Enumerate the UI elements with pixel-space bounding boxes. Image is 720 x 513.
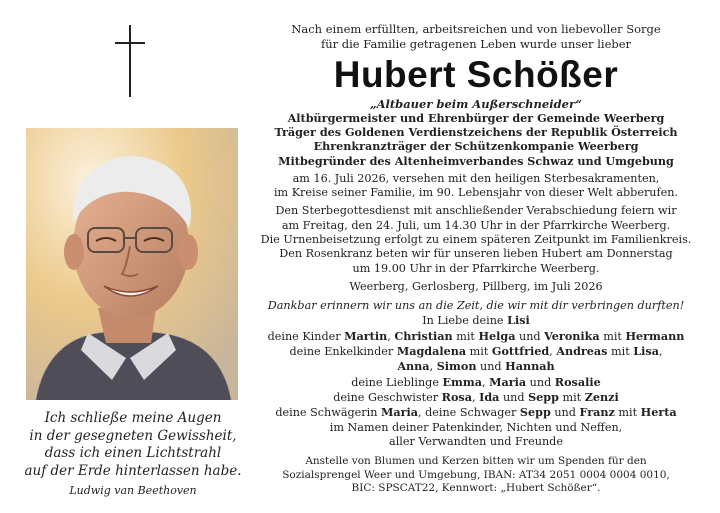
funeral-line: um 19.00 Uhr in der Pfarrkirche Weerberg. bbox=[352, 261, 600, 275]
quote-line: in der gesegneten Gewissheit, bbox=[29, 427, 237, 444]
death-line: im Kreise seiner Familie, im 90. Lebensjahr von dieser Welt abberufen. bbox=[273, 186, 679, 200]
family-inlaws-line: deine Schwägerin Maria, deine Schwager Sepp und Franz mit Herta bbox=[275, 405, 677, 420]
family-siblings-line: deine Geschwister Rosa, Ida und Sepp mit Zenzi bbox=[333, 389, 619, 404]
funeral-line: Den Rosenkranz beten wir für unseren lieben Hubert am Donnerstag bbox=[279, 247, 673, 261]
funeral-info bbox=[252, 204, 700, 275]
quote-line: auf der Erde hinterlassen habe. bbox=[24, 462, 242, 479]
title-line: Träger des Goldenen Verdienstzeichens der Republik Österreich bbox=[274, 125, 678, 140]
title-line: Mitbegründer des Altenheimverbandes Schwaz und Umgebung bbox=[278, 153, 674, 168]
intro-line: Nach einem erfüllten, arbeitsreichen und von liebevoller Sorge bbox=[291, 22, 661, 36]
donation-line: BIC: SPSCAT22, Kennwort: „Hubert Schößer“. bbox=[351, 482, 601, 495]
gratitude-line: Dankbar erinnern wir uns an die Zeit, die wir mit dir verbringen durften! bbox=[267, 299, 685, 313]
family-favorites-line: deine Lieblinge Emma, Maria und Rosalie bbox=[351, 374, 601, 389]
deceased-name: Hubert Schößer bbox=[333, 54, 619, 95]
donation-line: Anstelle von Blumen und Kerzen bitten wir um Spenden für den bbox=[305, 455, 647, 468]
donation-note bbox=[252, 455, 700, 496]
family-grandchildren-line: deine Enkelkinder Magdalena mit Gottfried, Andreas mit Lisa, bbox=[289, 344, 663, 359]
funeral-line: Die Urnenbeisetzung erfolgt zu einem späteren Zeitpunkt im Familienkreis. bbox=[260, 233, 692, 246]
funeral-line: Den Sterbegottesdienst mit anschließender Verabschiedung feiern wir bbox=[275, 204, 677, 218]
cross-icon bbox=[115, 25, 145, 97]
family-others-line: im Namen deiner Patenkinder, Nichten und Neffen, bbox=[329, 420, 623, 434]
quote-line: Ich schließe meine Augen bbox=[44, 410, 222, 426]
family-children-line: deine Kinder Martin, Christian mit Helga und Veronika mit Hermann bbox=[267, 328, 685, 343]
death-notice bbox=[252, 172, 700, 201]
quote-line: dass ich einen Lichtstrahl bbox=[44, 445, 222, 461]
family-list bbox=[252, 313, 700, 449]
quote-block bbox=[20, 410, 246, 498]
title-line: Altbürgermeister und Ehrenbürger der Gemeinde Weerberg bbox=[287, 111, 665, 125]
place-date: Weerberg, Gerlosberg, Pillberg, im Juli 2026 bbox=[349, 279, 603, 293]
honorary-titles bbox=[252, 111, 700, 168]
obituary-text bbox=[252, 22, 700, 496]
title-line: Ehrenkranzträger der Schützenkompanie Weerberg bbox=[313, 139, 639, 154]
death-line: am 16. Juli 2026, versehen mit den heiligen Sterbesakramenten, bbox=[292, 171, 660, 185]
nickname: „Altbauer beim Außerschneider“ bbox=[369, 97, 583, 111]
intro-line: für die Familie getragenen Leben wurde unser lieber bbox=[320, 36, 632, 51]
donation-line: Sozialsprengel Weer und Umgebung, IBAN: AT34 2051 0004 0004 0010, bbox=[282, 468, 670, 481]
intro-text bbox=[252, 22, 700, 51]
quote-author: Ludwig van Beethoven bbox=[69, 484, 197, 497]
funeral-line: am Freitag, den 24. Juli, um 14.30 Uhr in der Pfarrkirche Weerberg. bbox=[281, 218, 671, 232]
family-others-line: aller Verwandten und Freunde bbox=[389, 434, 563, 448]
family-love-line: In Liebe deine Lisi bbox=[422, 313, 530, 328]
family-grandchildren-line: Anna, Simon und Hannah bbox=[397, 359, 555, 374]
portrait-photo bbox=[26, 128, 238, 400]
